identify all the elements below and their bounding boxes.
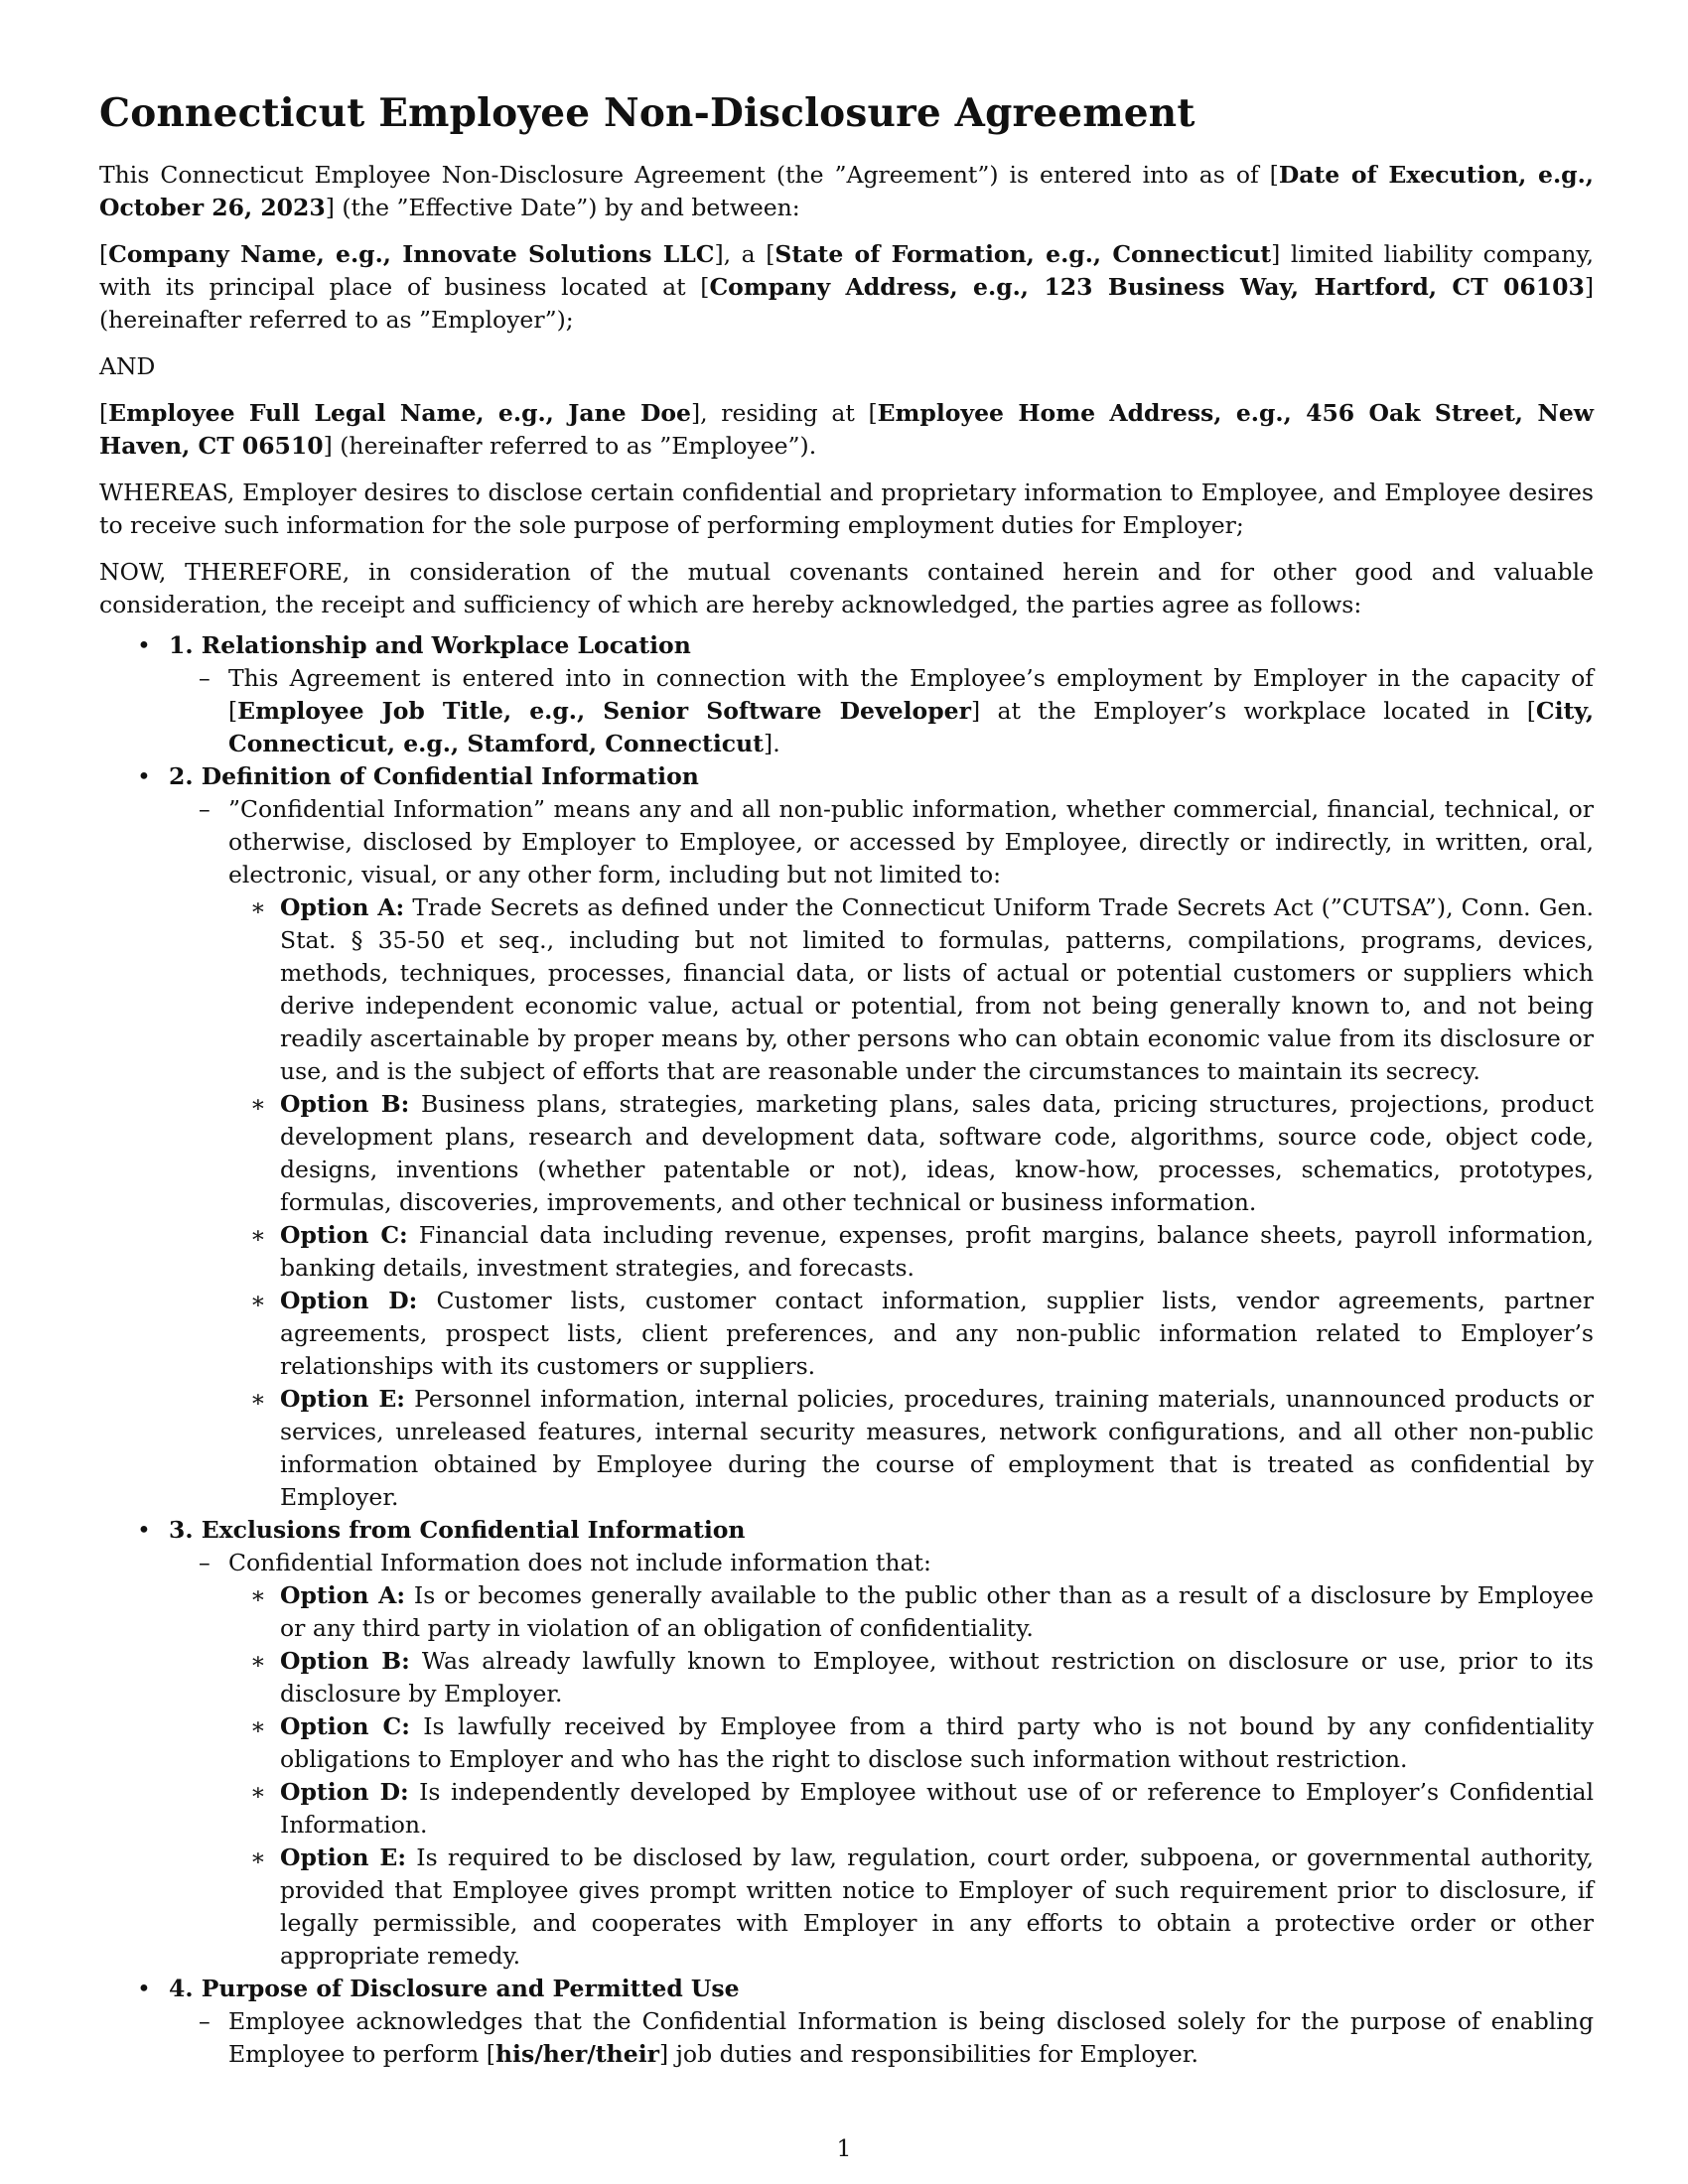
option-text: Is independently developed by Employee without use of or reference to Employer’s Confidential Information. bbox=[280, 1778, 1595, 1839]
section-text: This Agreement is entered into in connection with the Employee’s employment by Employer in the capacity of [ bbox=[228, 664, 1594, 725]
employee-paragraph bbox=[99, 397, 1594, 463]
section-text: ”Confidential Information” means any and all non-public information, whether commercial, financial, technical, or otherwise, disclosed by Employer to Employee, or accessed by Employee, directly or indirectly, in written, oral, electronic, visual, or any other form, including but not limited to: bbox=[228, 795, 1594, 888]
star-marker: ∗ bbox=[250, 893, 266, 921]
employee-text: [ bbox=[99, 399, 109, 427]
star-marker: ∗ bbox=[250, 1221, 266, 1249]
option-item bbox=[99, 1383, 1594, 1514]
intro-text: This Connecticut Employee Non-Disclosure Agreement (the ”Agreement”) is entered into as of [ bbox=[99, 161, 1279, 189]
option-label: Option E: bbox=[280, 1843, 407, 1871]
now-therefore-paragraph: NOW, THEREFORE, in consideration of the mutual covenants contained herein and for other good and valuable consideration, the receipt and sufficiency of which are hereby acknowledged, the parties agree as follows: bbox=[99, 558, 1594, 618]
pronoun-placeholder: his/her/their bbox=[494, 2040, 659, 2068]
option-item bbox=[99, 891, 1594, 1088]
employee-address-placeholder: Employee Home Address, e.g., 456 Oak Street, New Haven, CT 06510 bbox=[99, 399, 1595, 460]
section-2 bbox=[99, 760, 1594, 793]
option-label: Option A: bbox=[280, 893, 405, 921]
page-number: 1 bbox=[836, 2134, 852, 2162]
option-label: Option D: bbox=[280, 1778, 409, 1806]
city-placeholder: City, Connecticut, e.g., Stamford, Connecticut bbox=[228, 697, 1594, 757]
employer-text: ] (hereinafter referred to as ”Employer”); bbox=[99, 273, 1594, 334]
intro-paragraph bbox=[99, 159, 1594, 224]
employer-text: [ bbox=[99, 240, 109, 268]
section-3 bbox=[99, 1514, 1594, 1547]
option-text: Business plans, strategies, marketing plans, sales data, pricing structures, projections, product development plans, research and development data, software code, algorithms, source code, object code, designs, inventions (whether patentable or not), ideas, know-how, processes, schematics, prototypes, formulas, discoveries, improvements, and other technical or business information. bbox=[280, 1090, 1594, 1216]
option-item bbox=[99, 1088, 1594, 1219]
employee-text: ], residing at [ bbox=[690, 399, 878, 427]
section-text: ] job duties and responsibilities for Employer. bbox=[659, 2040, 1198, 2068]
section-heading: 4. Purpose of Disclosure and Permitted Use bbox=[169, 1975, 740, 2002]
option-label: Option C: bbox=[280, 1221, 408, 1249]
option-label: Option C: bbox=[280, 1712, 410, 1740]
and-paragraph: AND bbox=[99, 352, 156, 380]
employer-text: ] limited liability company, with its principal place of business located at [ bbox=[99, 240, 1594, 301]
option-text: Customer lists, customer contact information, supplier lists, vendor agreements, partner agreements, prospect lists, client preferences, and any non-public information related to Employer’s relationships with its customers or suppliers. bbox=[280, 1287, 1594, 1380]
option-text: Personnel information, internal policies, procedures, training materials, unannounced products or services, unreleased features, internal security measures, network configurations, and all other non-public information obtained by Employee during the course of employment that is treated as confidential by Employer. bbox=[280, 1385, 1594, 1511]
section-text: Employee acknowledges that the Confidential Information is being disclosed solely for the purpose of enabling Employee to perform [ bbox=[228, 2007, 1594, 2068]
star-marker: ∗ bbox=[250, 1287, 266, 1314]
option-text: Was already lawfully known to Employee, without restriction on disclosure or use, prior to its disclosure by Employer. bbox=[280, 1647, 1594, 1707]
star-marker: ∗ bbox=[250, 1712, 266, 1740]
job-title-placeholder: Employee Job Title, e.g., Senior Software Developer bbox=[237, 697, 971, 725]
document-title: Connecticut Employee Non-Disclosure Agreement bbox=[99, 90, 1196, 136]
option-text: Is or becomes generally available to the public other than as a result of a disclosure by Employee or any third party in violation of an obligation of confidentiality. bbox=[280, 1581, 1594, 1642]
option-label: Option B: bbox=[280, 1647, 410, 1675]
bullet-marker: • bbox=[137, 1975, 151, 2002]
option-item bbox=[99, 1776, 1594, 1842]
dash-marker: – bbox=[199, 795, 211, 823]
star-marker: ∗ bbox=[250, 1647, 266, 1675]
option-text: Financial data including revenue, expenses, profit margins, balance sheets, payroll information, banking details, investment strategies, and forecasts. bbox=[280, 1221, 1594, 1282]
execution-date-placeholder: Date of Execution, e.g., October 26, 2023 bbox=[99, 161, 1594, 221]
employer-text: ], a [ bbox=[714, 240, 775, 268]
whereas-paragraph: WHEREAS, Employer desires to disclose certain confidential and proprietary information to Employee, and Employee desires to receive such information for the sole purpose of performing employment duties for Employer; bbox=[99, 478, 1594, 539]
option-label: Option E: bbox=[280, 1385, 405, 1413]
state-placeholder: State of Formation, e.g., Connecticut bbox=[774, 240, 1272, 268]
company-address-placeholder: Company Address, e.g., 123 Business Way, Hartford, CT 06103 bbox=[709, 273, 1585, 301]
dash-marker: – bbox=[199, 664, 211, 692]
option-item bbox=[99, 1219, 1594, 1285]
section-4 bbox=[99, 1973, 1594, 2005]
option-label: Option A: bbox=[280, 1581, 405, 1609]
option-text: Is lawfully received by Employee from a third party who is not bound by any confidentiality obligations to Employer and who has the right to disclose such information without restriction. bbox=[280, 1712, 1594, 1773]
company-name-placeholder: Company Name, e.g., Innovate Solutions LLC bbox=[108, 240, 715, 268]
option-item bbox=[99, 1710, 1594, 1776]
star-marker: ∗ bbox=[250, 1778, 266, 1806]
option-text: Is required to be disclosed by law, regulation, court order, subpoena, or governmental authority, provided that Employee gives prompt written notice to Employer of such requirement prior to disclosure, if legally permissible, and cooperates with Employer in any efforts to obtain a protective order or other appropriate remedy. bbox=[280, 1843, 1594, 1970]
star-marker: ∗ bbox=[250, 1090, 266, 1118]
employee-name-placeholder: Employee Full Legal Name, e.g., Jane Doe bbox=[108, 399, 691, 427]
section-heading: 2. Definition of Confidential Information bbox=[169, 762, 699, 790]
option-item bbox=[99, 1579, 1594, 1645]
document-page bbox=[99, 79, 1594, 2071]
section-heading: 3. Exclusions from Confidential Information bbox=[169, 1516, 746, 1544]
option-label: Option D: bbox=[280, 1287, 418, 1314]
star-marker: ∗ bbox=[250, 1385, 266, 1413]
section-text: ] at the Employer’s workplace located in [ bbox=[970, 697, 1536, 725]
star-marker: ∗ bbox=[250, 1843, 266, 1871]
section-text: Confidential Information does not include information that: bbox=[228, 1549, 931, 1576]
bullet-marker: • bbox=[137, 1516, 151, 1544]
star-marker: ∗ bbox=[250, 1581, 266, 1609]
section-text: ]. bbox=[764, 730, 780, 757]
dash-marker: – bbox=[199, 1549, 211, 1576]
section-2-item bbox=[99, 793, 1594, 891]
section-1 bbox=[99, 629, 1594, 662]
section-heading: 1. Relationship and Workplace Location bbox=[169, 631, 691, 659]
intro-text: ] (the ”Effective Date”) by and between: bbox=[325, 194, 800, 221]
employer-paragraph bbox=[99, 238, 1594, 337]
option-item bbox=[99, 1285, 1594, 1383]
option-item bbox=[99, 1645, 1594, 1710]
section-4-item bbox=[99, 2005, 1594, 2071]
section-3-item bbox=[99, 1547, 1594, 1579]
option-item bbox=[99, 1842, 1594, 1973]
option-label: Option B: bbox=[280, 1090, 410, 1118]
sections-list bbox=[99, 629, 1594, 2071]
option-text: Trade Secrets as defined under the Connecticut Uniform Trade Secrets Act (”CUTSA”), Conn. Gen. Stat. § 35-50 et seq., including but not limited to formulas, patterns, compilations, programs, devices, methods, techniques, processes, financial data, or lists of actual or potential customers or suppliers which derive independent economic value, actual or potential, from not being generally known to, and not being readily ascertainable by proper means by, other persons who can obtain economic value from its disclosure or use, and is the subject of efforts that are reasonable under the circumstances to maintain its secrecy. bbox=[280, 893, 1594, 1085]
section-1-item bbox=[99, 662, 1594, 760]
employee-text: ] (hereinafter referred to as ”Employee”). bbox=[323, 432, 817, 460]
bullet-marker: • bbox=[137, 762, 151, 790]
dash-marker: – bbox=[199, 2007, 211, 2035]
bullet-marker: • bbox=[137, 631, 151, 659]
